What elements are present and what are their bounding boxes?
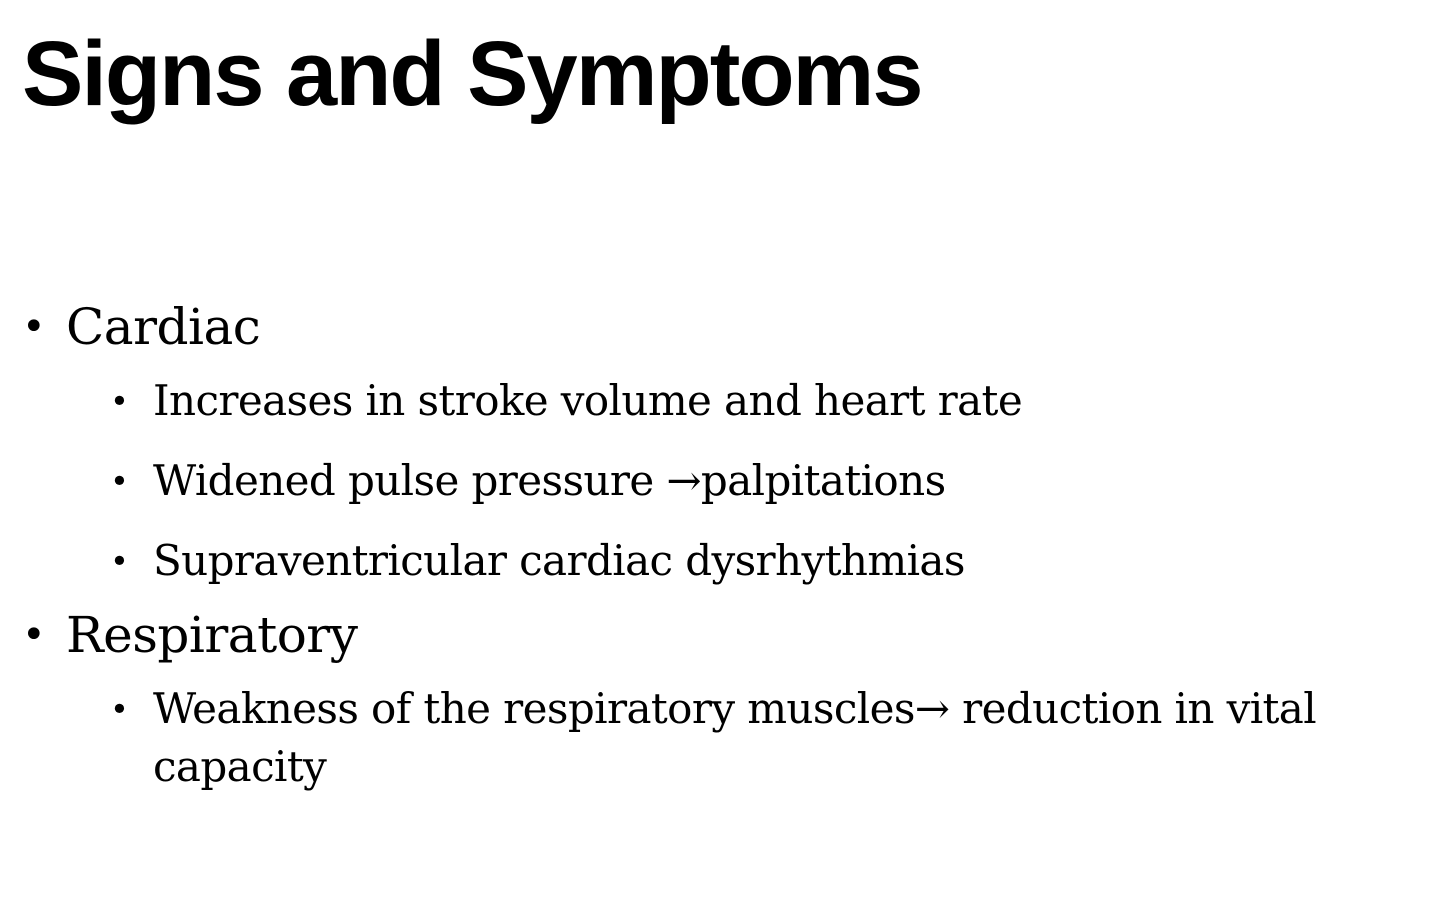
list-item-text: Widened pulse pressure →palpitations [153, 456, 946, 505]
list-item-text: Supraventricular cardiac dysrhythmias [153, 536, 965, 585]
bullet-dot-icon: • [110, 690, 129, 728]
list-item [110, 680, 1403, 796]
section-label: Cardiac [66, 298, 261, 356]
bullet-list [22, 292, 1422, 806]
list-item [110, 452, 1422, 510]
list-item [110, 372, 1422, 430]
cardiac-subitems [110, 372, 1422, 590]
respiratory-subitems [110, 680, 1422, 796]
section-respiratory [22, 600, 1422, 670]
slide-title: Signs and Symptoms [22, 23, 922, 125]
bullet-dot-icon: • [110, 382, 129, 420]
section-cardiac [22, 292, 1422, 362]
list-item-text: Increases in stroke volume and heart rate [153, 376, 1023, 425]
bullet-dot-icon: • [110, 542, 129, 580]
list-item-text: Weakness of the respiratory muscles→ reduction in vital capacity [153, 684, 1317, 791]
bullet-dot-icon: • [22, 304, 46, 350]
bullet-dot-icon: • [110, 462, 129, 500]
list-item [110, 532, 1422, 590]
bullet-dot-icon: • [22, 612, 46, 658]
section-label: Respiratory [66, 606, 358, 664]
